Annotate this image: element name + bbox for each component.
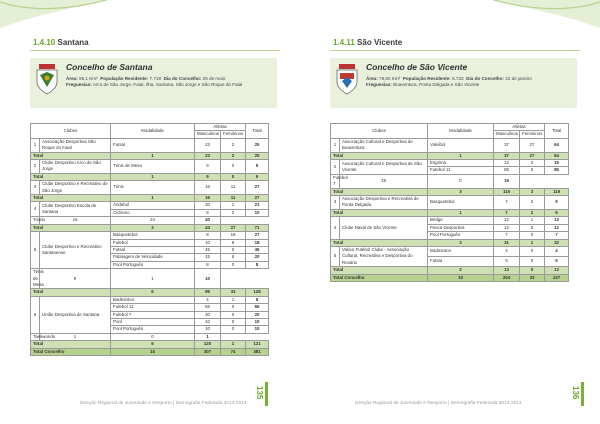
- modality-count: 6: [111, 289, 195, 296]
- header-atletas: Atletas: [195, 124, 246, 131]
- male-count: 45: [195, 246, 221, 253]
- modality-cell: Pool Português: [428, 232, 494, 239]
- total-label: Total: [31, 224, 111, 231]
- row-total: 15: [545, 160, 569, 167]
- table-row: [31, 138, 269, 152]
- row-total: 10: [246, 209, 269, 216]
- club-name: União Desportiva de Santana: [40, 296, 111, 333]
- female-count: 0: [221, 261, 246, 268]
- male-count: 65: [195, 304, 221, 311]
- row-total: 18: [246, 239, 269, 246]
- row-total: 8: [246, 261, 269, 268]
- modality-cell: Ténis: [111, 181, 195, 195]
- modality-count: 1: [111, 173, 195, 180]
- female-count: 27: [520, 152, 545, 159]
- male-count: 7: [494, 232, 520, 239]
- council-total-row: [31, 348, 269, 355]
- row-total: 128: [246, 289, 269, 296]
- row-total: 45: [246, 246, 269, 253]
- male-count: 10: [195, 326, 221, 333]
- club-total-row: [31, 341, 269, 348]
- modality-count: 3: [428, 239, 494, 246]
- council-total-row: [331, 274, 569, 281]
- club-index: 5: [31, 232, 40, 269]
- modality-cell: Basquetebol: [428, 196, 494, 210]
- table-row: [31, 232, 269, 239]
- total-label: Total: [31, 289, 111, 296]
- female-count: 0: [428, 174, 494, 188]
- female-count: 0: [221, 326, 246, 333]
- section-title: [33, 38, 89, 47]
- header-clubs: Clubes: [31, 124, 111, 139]
- male-count: 31: [494, 239, 520, 246]
- male-count: 8: [195, 261, 221, 268]
- table-row: [331, 217, 569, 224]
- row-total: 10: [246, 318, 269, 325]
- female-count: 2: [221, 138, 246, 152]
- female-count: 74: [221, 348, 246, 355]
- row-total: 85: [545, 167, 569, 174]
- female-count: 33: [520, 274, 545, 281]
- decorative-swoosh-icon: [0, 0, 110, 30]
- male-count: 15: [195, 254, 221, 261]
- female-count: 1: [111, 269, 195, 289]
- female-count: 1: [520, 239, 545, 246]
- female-count: 11: [221, 195, 246, 202]
- modality-count: 2: [428, 267, 494, 274]
- female-count: 0: [520, 167, 545, 174]
- total-label: Total: [331, 152, 428, 159]
- female-count: 0: [520, 232, 545, 239]
- modality-cell: Futsal: [111, 246, 195, 253]
- header-femininos: Femininos: [520, 131, 545, 138]
- row-total: 20: [246, 311, 269, 318]
- page-number: 135: [255, 386, 264, 400]
- modality-cell: Pool Português: [111, 261, 195, 268]
- female-count: 0: [221, 246, 246, 253]
- header-total: Total: [545, 124, 569, 139]
- male-count: 7: [494, 209, 520, 216]
- row-total: 119: [545, 188, 569, 195]
- female-count: 0: [221, 173, 246, 180]
- male-count: 12: [494, 217, 520, 224]
- female-count: 0: [221, 311, 246, 318]
- header-total: Total: [246, 124, 269, 139]
- page-number-bar: [265, 382, 268, 406]
- modality-cell: Taekwondo: [31, 333, 40, 340]
- male-count: 44: [195, 224, 221, 231]
- female-count: 27: [520, 138, 545, 152]
- table-row: [31, 202, 269, 209]
- female-count: 19: [221, 232, 246, 239]
- female-count: 2: [221, 152, 246, 159]
- club-name: Clube Desportivo e Recreativo Santanense: [40, 232, 111, 269]
- section-title: [333, 38, 402, 47]
- modality-cell: Ténis de Mesa: [31, 269, 40, 289]
- male-count: 9: [195, 173, 221, 180]
- female-count: 24: [111, 217, 195, 224]
- male-count: 23: [195, 152, 221, 159]
- table-row: [31, 333, 269, 340]
- female-count: 11: [221, 181, 246, 195]
- table-row: [331, 160, 569, 167]
- row-total: 7: [545, 232, 569, 239]
- club-name: Clube Desportivo e Recreativo de São Jorge: [40, 181, 111, 195]
- female-count: 8: [221, 239, 246, 246]
- coat-of-arms-icon: [34, 63, 60, 95]
- total-label: Total: [331, 188, 428, 195]
- header-femininos: Femininos: [221, 131, 246, 138]
- row-total: 1: [195, 333, 221, 340]
- modality-cell: Voleibol: [428, 138, 494, 152]
- club-total-row: [31, 173, 269, 180]
- section-rule: [330, 50, 580, 51]
- male-count: 307: [195, 348, 221, 355]
- male-count: 19: [340, 174, 428, 188]
- page-number-bar: [581, 382, 584, 406]
- row-total: 65: [246, 304, 269, 311]
- club-total-row: [331, 188, 569, 195]
- table-row: [31, 160, 269, 174]
- header-masculinos: Masculinos: [494, 131, 520, 138]
- modality-count: 1: [428, 152, 494, 159]
- club-index: 3: [31, 181, 40, 195]
- row-total: 21: [246, 202, 269, 209]
- row-total: 10: [246, 326, 269, 333]
- male-count: 20: [195, 202, 221, 209]
- row-total: 4: [545, 246, 569, 256]
- row-total: 64: [545, 138, 569, 152]
- male-count: 10: [195, 318, 221, 325]
- row-total: 19: [494, 174, 520, 188]
- coat-of-arms-icon: [334, 63, 360, 95]
- female-count: 1: [221, 341, 246, 348]
- male-count: 9: [40, 269, 111, 289]
- female-count: 3: [520, 188, 545, 195]
- female-count: 0: [520, 267, 545, 274]
- clubs-table: [330, 123, 569, 282]
- total-label: Total Concelho: [31, 348, 111, 355]
- male-count: 9: [494, 257, 520, 267]
- row-total: 13: [545, 267, 569, 274]
- club-total-row: [331, 152, 569, 159]
- male-count: 8: [195, 209, 221, 216]
- modality-cell: Futebol 7: [111, 311, 195, 318]
- row-total: 237: [545, 274, 569, 281]
- clubs-table: [30, 123, 269, 356]
- club-name: Associação Cultural e Desportiva de Boaventura: [340, 138, 428, 152]
- female-count: 2: [520, 196, 545, 210]
- table-row: [331, 196, 569, 210]
- modality-cell: Badminton: [428, 246, 494, 256]
- modality-cell: Futebol: [111, 239, 195, 246]
- club-total-row: [31, 224, 269, 231]
- male-count: 37: [494, 152, 520, 159]
- male-count: 4: [494, 246, 520, 256]
- club-name: Associação Desportiva e Recreativa de Ponta Delgada: [340, 196, 428, 210]
- row-total: 12: [545, 224, 569, 231]
- modality-cell: Ciclismo: [111, 209, 195, 216]
- header-masculinos: Masculinos: [195, 131, 221, 138]
- modality-count: 3: [428, 188, 494, 195]
- page-number-tab: [252, 382, 268, 406]
- row-total: 27: [246, 195, 269, 202]
- total-label: Total: [31, 173, 111, 180]
- total-label: Total: [331, 209, 428, 216]
- total-label: Total Concelho: [331, 274, 428, 281]
- table-row: [331, 138, 569, 152]
- male-count: 4: [195, 296, 221, 303]
- club-index: 2: [331, 160, 340, 175]
- club-index: 2: [31, 160, 40, 174]
- female-count: 2: [221, 209, 246, 216]
- total-label: Total: [331, 267, 428, 274]
- row-total: 71: [246, 224, 269, 231]
- club-total-row: [331, 209, 569, 216]
- page-footer: Direção Regional de Juventude e Desporto | Demografia Federada 2013-2014: [355, 401, 522, 406]
- male-count: 204: [494, 274, 520, 281]
- club-index: 6: [31, 296, 40, 333]
- header-modalidade: Modalidade: [428, 124, 494, 139]
- header-clubs: Clubes: [331, 124, 428, 139]
- female-count: 5: [221, 254, 246, 261]
- male-count: 9: [195, 160, 221, 174]
- table-row: [331, 246, 569, 256]
- council-info-box: [330, 58, 577, 108]
- female-count: 2: [520, 209, 545, 216]
- modality-count: 6: [111, 341, 195, 348]
- row-total: 13: [545, 217, 569, 224]
- row-total: 20: [246, 254, 269, 261]
- female-count: 3: [520, 160, 545, 167]
- club-index: 5: [331, 246, 340, 266]
- council-info-box: [30, 58, 277, 108]
- modality-count: 10: [428, 274, 494, 281]
- club-index: 3: [331, 196, 340, 210]
- club-index: 4: [331, 217, 340, 239]
- female-count: 0: [221, 318, 246, 325]
- modality-cell: Futebol 11: [428, 167, 494, 174]
- female-count: 27: [221, 224, 246, 231]
- female-count: 1: [221, 202, 246, 209]
- male-count: 7: [494, 196, 520, 210]
- male-count: 95: [195, 289, 221, 296]
- table-row: [31, 269, 269, 289]
- male-count: 20: [195, 311, 221, 318]
- modality-count: 1: [111, 195, 195, 202]
- modality-cell: Ténis de Mesa: [111, 160, 195, 174]
- section-name: Santana: [57, 38, 89, 47]
- row-total: 9: [246, 160, 269, 174]
- modality-cell: Basquetebol: [111, 232, 195, 239]
- female-count: 0: [520, 224, 545, 231]
- decorative-swoosh-icon: [490, 0, 600, 30]
- row-total: 40: [195, 217, 221, 224]
- row-total: 381: [246, 348, 269, 355]
- council-name: Concelho de Santana: [66, 62, 153, 72]
- male-count: 10: [195, 239, 221, 246]
- page-number: 136: [571, 386, 580, 400]
- club-total-row: [331, 267, 569, 274]
- row-total: 27: [246, 181, 269, 195]
- modality-cell: Pool: [111, 318, 195, 325]
- club-name: Associação Cultural e Desportiva de São Vicente: [340, 160, 428, 175]
- modality-cell: Badminton: [111, 296, 195, 303]
- row-total: 121: [246, 341, 269, 348]
- page-number-tab: [568, 382, 584, 406]
- row-total: 9: [545, 257, 569, 267]
- club-name: Clube Naval de São Vicente: [340, 217, 428, 239]
- female-count: 0: [520, 257, 545, 267]
- male-count: 13: [494, 267, 520, 274]
- club-name: Associação Desportiva São Roque do Faial: [40, 138, 111, 152]
- female-count: 0: [221, 304, 246, 311]
- male-count: 8: [195, 232, 221, 239]
- modality-cell: Futebol 7: [331, 174, 340, 188]
- section-number: 1.4.10: [33, 38, 56, 47]
- row-total: 64: [545, 152, 569, 159]
- club-name: Valour Futebol Clube - Associação Cultural, Recreativa e Desportiva do Rosário: [340, 246, 428, 266]
- modality-cell: Futsal: [428, 257, 494, 267]
- row-total: 9: [545, 196, 569, 210]
- council-name: Concelho de São Vicente: [366, 62, 468, 72]
- club-total-row: [31, 289, 269, 296]
- modality-cell: Futebol 11: [111, 304, 195, 311]
- header-modalidade: Modalidade: [111, 124, 195, 139]
- modality-count: 3: [111, 224, 195, 231]
- female-count: 1: [520, 217, 545, 224]
- total-label: Total: [31, 195, 111, 202]
- modality-count: 1: [111, 152, 195, 159]
- club-name: Clube Desportivo Arco de São Jorge: [40, 160, 111, 174]
- section-rule: [30, 50, 280, 51]
- male-count: 16: [195, 195, 221, 202]
- male-count: 37: [494, 138, 520, 152]
- male-count: 12: [494, 160, 520, 167]
- row-total: 9: [246, 173, 269, 180]
- total-label: Total: [331, 239, 428, 246]
- modality-cell: Futsal: [111, 138, 195, 152]
- female-count: 33: [221, 289, 246, 296]
- club-name: Clube Desportivo Escola de Santana: [40, 202, 111, 217]
- table-row: [31, 296, 269, 303]
- row-total: 9: [545, 209, 569, 216]
- table-row: [31, 217, 269, 224]
- male-count: 1: [40, 333, 111, 340]
- section-name: São Vicente: [357, 38, 403, 47]
- row-total: 25: [246, 138, 269, 152]
- modality-cell: Pool Português: [111, 326, 195, 333]
- modality-cell: Pesca Desportiva: [428, 224, 494, 231]
- right-page: [300, 0, 600, 424]
- male-count: 120: [195, 341, 221, 348]
- female-count: 0: [221, 160, 246, 174]
- section-number: 1.4.11: [333, 38, 355, 47]
- row-total: 10: [195, 269, 221, 289]
- modality-cell: Triatlo: [31, 217, 40, 224]
- council-stats: Área: 95,1 Km² População Residente: 7.719 Dia do Concelho: 25 de maio Freguesias: Arco de São Jorge, Faial, Ilha, Santana, São Jorge e São Roque do Faial: [66, 76, 243, 88]
- club-index: 1: [331, 138, 340, 152]
- row-total: 5: [246, 296, 269, 303]
- total-label: Total: [31, 341, 111, 348]
- club-index: 1: [31, 138, 40, 152]
- male-count: 16: [40, 217, 111, 224]
- table-row: [31, 181, 269, 195]
- modality-cell: Andebol: [111, 202, 195, 209]
- row-total: 32: [545, 239, 569, 246]
- club-total-row: [31, 195, 269, 202]
- table-row: [331, 174, 569, 188]
- male-count: 12: [494, 224, 520, 231]
- total-label: Total: [31, 152, 111, 159]
- club-total-row: [331, 239, 569, 246]
- page-footer: Direção Regional de Juventude e Desporto | Demografia Federada 2013-2014: [80, 401, 247, 406]
- council-stats: Área: 78,82 Km² População Residente: 5.723 Dia do Concelho: 22 de janeiro Freguesias: Boaventura, Ponta Delgada e São Vicente: [366, 76, 532, 88]
- row-total: 25: [246, 152, 269, 159]
- row-total: 27: [246, 232, 269, 239]
- header-atletas: Atletas: [494, 124, 545, 131]
- male-count: 116: [494, 188, 520, 195]
- modality-cell: Bridge: [428, 217, 494, 224]
- club-index: 4: [31, 202, 40, 217]
- male-count: 85: [494, 167, 520, 174]
- female-count: 1: [221, 296, 246, 303]
- modality-cell: Esgrima: [428, 160, 494, 167]
- modality-count: 1: [428, 209, 494, 216]
- male-count: 23: [195, 138, 221, 152]
- modality-cell: Patinagem de Velocidade: [111, 254, 195, 261]
- female-count: 0: [111, 333, 195, 340]
- modality-count: 15: [111, 348, 195, 355]
- female-count: 0: [520, 246, 545, 256]
- male-count: 16: [195, 181, 221, 195]
- club-total-row: [31, 152, 269, 159]
